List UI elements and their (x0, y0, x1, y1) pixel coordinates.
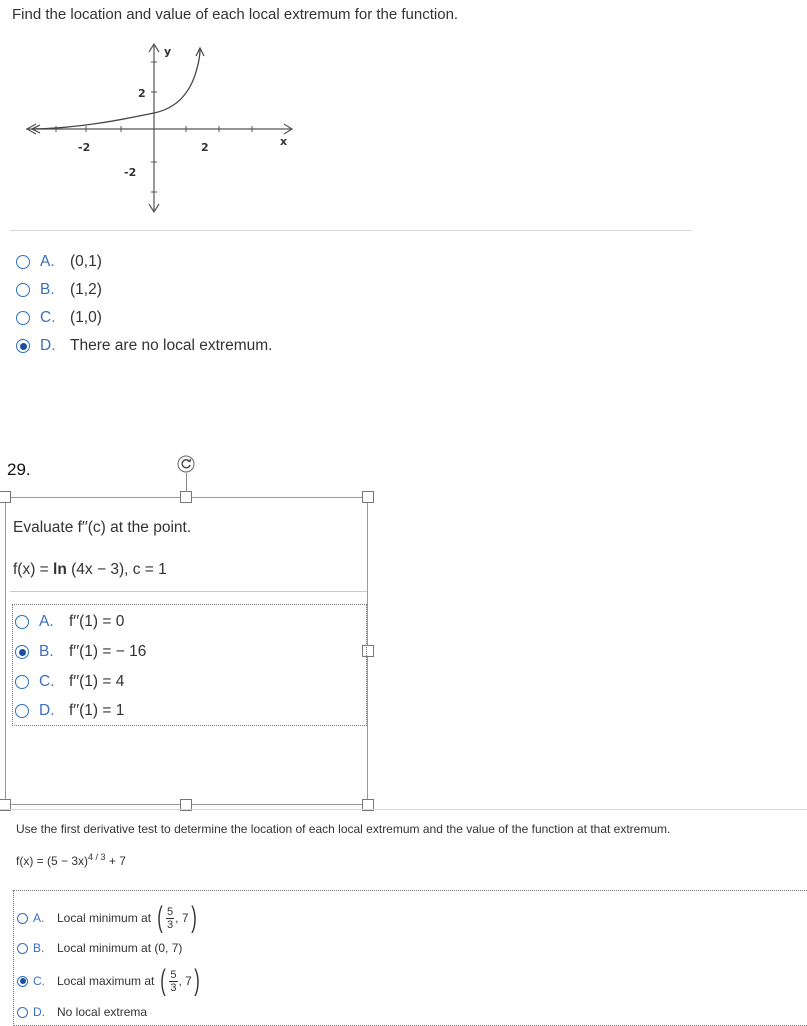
q1-choice-c[interactable]: C. (1,0) (16, 309, 102, 327)
q3-choice-c[interactable]: C. Local maximum at ( $\frac{5}{3}$ , 7 ) (17, 966, 202, 996)
function-graph (20, 40, 300, 218)
divider (10, 230, 692, 231)
x-axis-label: x (280, 135, 288, 148)
tick-label-x-neg: -2 (78, 141, 91, 154)
q3-choice-a[interactable]: A. Local minimum at ( $\frac{5}{3}$ , 7 ) (17, 903, 199, 933)
divider (10, 591, 367, 592)
q3-choice-b[interactable]: B. Local minimum at (0, 7) (17, 941, 182, 955)
question-2-title: Evaluate f′′(c) at the point. (13, 519, 192, 536)
radio-button-selected[interactable] (15, 645, 29, 659)
tick-label-y-neg: -2 (124, 166, 137, 179)
radio-button[interactable] (15, 675, 29, 689)
question-3-function: $f(x) = (5 - 3x)^{4 / 3} + 7$ (16, 852, 126, 868)
tick-label-x-pos: 2 (201, 141, 209, 154)
radio-button[interactable] (17, 913, 28, 924)
resize-handle[interactable] (362, 491, 374, 503)
radio-button[interactable] (15, 704, 29, 718)
question-3-title: Use the first derivative test to determine the location of each local extremum and the value of the function at that extremum. (16, 822, 671, 836)
tick-label-y-pos: 2 (138, 87, 146, 100)
radio-button-selected[interactable] (16, 339, 30, 353)
q1-choice-d[interactable]: D. There are no local extremum. (16, 337, 272, 355)
q3-choice-d[interactable]: D. No local extrema (17, 1005, 147, 1019)
radio-button[interactable] (15, 615, 29, 629)
question-2-function: f(x) = ln (4x − 3), c = 1 (13, 561, 167, 578)
radio-button[interactable] (17, 1007, 28, 1018)
question-number: 29. (7, 460, 31, 479)
radio-button[interactable] (16, 283, 30, 297)
q2-choice-c[interactable]: C. f′′(1) = 4 (15, 673, 124, 691)
radio-button-selected[interactable] (17, 976, 28, 987)
resize-handle[interactable] (180, 491, 192, 503)
y-axis-label: y (164, 45, 172, 58)
rotate-handle-icon[interactable] (177, 455, 195, 473)
function-curve (34, 50, 200, 129)
q2-choice-b[interactable]: B. f′′(1) = − 16 (15, 643, 146, 661)
q2-choice-d[interactable]: D. f′′(1) = 1 (15, 702, 124, 720)
resize-handle[interactable] (0, 491, 11, 503)
radio-button[interactable] (17, 943, 28, 954)
fraction: $\frac{5}{3}$ (170, 968, 177, 994)
q1-choice-a[interactable]: A. (0,1) (16, 253, 102, 271)
divider (0, 809, 807, 810)
q1-choice-b[interactable]: B. (1,2) (16, 281, 102, 299)
radio-button[interactable] (16, 255, 30, 269)
question-1-title: Find the location and value of each local extremum for the function. (12, 6, 459, 23)
q2-choice-a[interactable]: A. f′′(1) = 0 (15, 613, 124, 631)
fraction: $\frac{5}{3}$ (167, 905, 174, 931)
radio-button[interactable] (16, 311, 30, 325)
